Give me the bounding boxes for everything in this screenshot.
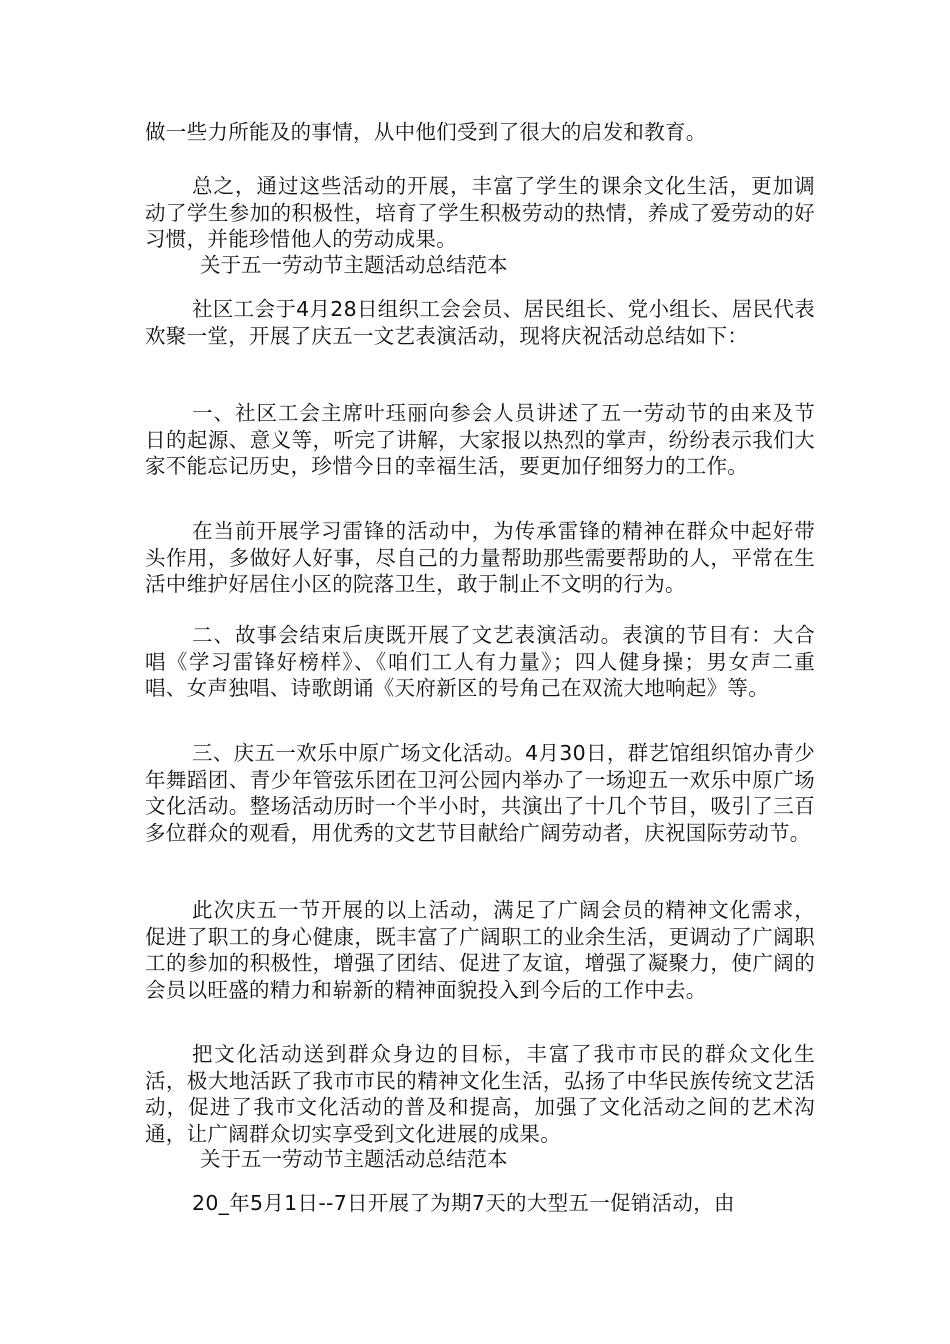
paragraph-continuation: 做一些力所能及的事情，从中他们受到了很大的启发和教育。 bbox=[145, 120, 707, 144]
paragraph-promotion: 20_年5月1日--7日开展了为期7天的大型五一促销活动，由 bbox=[192, 1191, 735, 1215]
paragraph-item-three: 三、庆五一欢乐中原广场文化活动。4月30日，群艺馆组织馆办青少年舞蹈团、青少年管弦乐团在卫河公园内举办了一场迎五一欢乐中原广场文化活动。整场活动历时一个半小时，共演出了十几个节目，吸引了三百多位群众的观看，用优秀的文艺节目献给广阔劳动者，庆祝国际劳动节。 bbox=[145, 741, 815, 845]
paragraph-conclusion: 此次庆五一节开展的以上活动，满足了广阔会员的精神文化需求，促进了职工的身心健康，既丰富了广阔职工的业余生活，更调动了广阔职工的参加的积极性，增强了团结、促进了友谊，增强了凝聚力，使广阔的会员以旺盛的精力和崭新的精神面貌投入到今后的工作中去。 bbox=[145, 898, 815, 1002]
paragraph-leifeng: 在当前开展学习雷锋的活动中，为传承雷锋的精神在群众中起好带头作用，多做好人好事，尽自己的力量帮助那些需要帮助的人，平常在生活中维护好居住小区的院落卫生，敢于制止不文明的行为。 bbox=[145, 519, 815, 596]
section-heading: 关于五一劳动节主题活动总结范本 bbox=[200, 253, 508, 277]
paragraph-item-two: 二、故事会结束后庚既开展了文艺表演活动。表演的节目有：大合唱《学习雷锋好榜样》、《咱们工人有力量》；四人健身操；男女声二重唱、女声独唱、诗歌朗诵《天府新区的号角己在双流大地响起》等。 bbox=[145, 623, 815, 700]
section-heading-2: 关于五一劳动节主题活动总结范本 bbox=[200, 1147, 508, 1171]
paragraph-goal: 把文化活动送到群众身边的目标，丰富了我市市民的群众文化生活，极大地活跃了我市市民的精神文化生活，弘扬了中华民族传统文艺活动，促进了我市文化活动的普及和提高，加强了文化活动之间的艺术沟通，让广阔群众切实享受到文化进展的成果。 bbox=[145, 1042, 815, 1146]
paragraph-intro: 社区工会于4月28日组织工会会员、居民组长、党小组长、居民代表欢聚一堂，开展了庆五一文艺表演活动，现将庆祝活动总结如下： bbox=[145, 297, 815, 348]
paragraph-item-one: 一、社区工会主席叶珏丽向参会人员讲述了五一劳动节的由来及节日的起源、意义等，听完了讲解，大家报以热烈的掌声，纷纷表示我们大家不能忘记历史，珍惜今日的幸福生活，要更加仔细努力的工作。 bbox=[145, 401, 815, 478]
paragraph-summary: 总之，通过这些活动的开展，丰富了学生的课余文化生活，更加调动了学生参加的积极性，培育了学生积极劳动的热情，养成了爱劳动的好习惯，并能珍惜他人的劳动成果。 bbox=[145, 174, 815, 251]
